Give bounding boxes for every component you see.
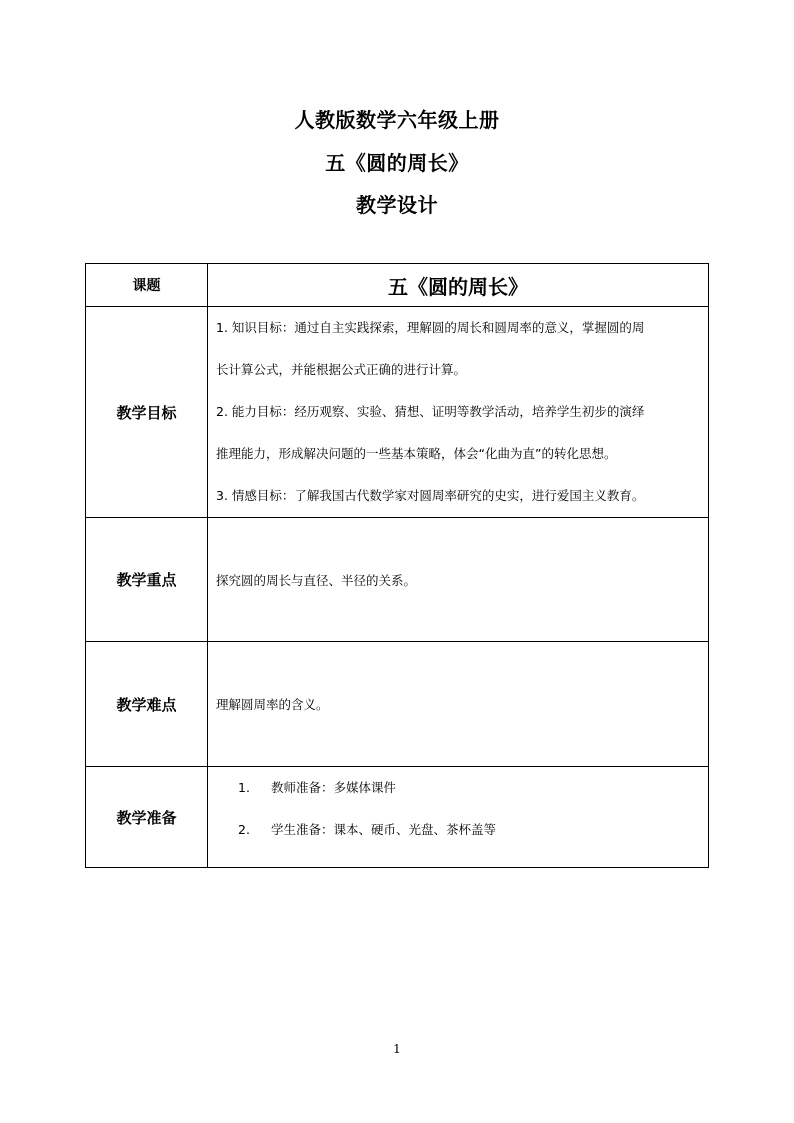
lesson-plan-table xyxy=(85,263,709,868)
key-point-text: 探究圆的周长与直径、半径的关系。 xyxy=(216,572,417,588)
difficulty-label: 教学难点 xyxy=(86,642,208,767)
preparation-label: 教学准备 xyxy=(86,767,208,868)
goal-line: 2. 能力目标：经历观察、实验、猜想、证明等教学活动，培养学生初步的演绎 xyxy=(216,404,645,419)
topic-value: 五《圆的周长》 xyxy=(208,264,709,307)
list-item xyxy=(208,819,708,861)
preparation-cell xyxy=(208,767,709,868)
goal-line: 推理能力，形成解决问题的一些基本策略，体会“化曲为直”的转化思想。 xyxy=(216,446,617,461)
goal-line: 3. 情感目标：了解我国古代数学家对圆周率研究的史实，进行爱国主义教育。 xyxy=(216,488,645,503)
list-number: 1. xyxy=(238,780,250,795)
key-point-cell xyxy=(208,518,709,642)
preparation-row xyxy=(86,767,709,868)
lesson-title: 五《圆的周长》 xyxy=(325,151,469,175)
goals-row xyxy=(86,307,709,518)
goal-line: 长计算公式，并能根据公式正确的进行计算。 xyxy=(216,362,467,377)
topic-label: 课题 xyxy=(86,264,208,307)
goals-cell xyxy=(208,307,709,518)
goal-line: 1. 知识目标：通过自主实践探索，理解圆的周长和圆周率的意义，掌握圆的周 xyxy=(216,320,645,335)
topic-row xyxy=(86,264,709,307)
page-number: 1 xyxy=(393,1042,401,1056)
goals-label: 教学目标 xyxy=(86,307,208,518)
list-number: 2. xyxy=(238,822,250,837)
document-title: 人教版数学六年级上册 xyxy=(294,108,500,132)
difficulty-cell xyxy=(208,642,709,767)
key-point-label: 教学重点 xyxy=(86,518,208,642)
list-text: 教师准备：多媒体课件 xyxy=(271,780,397,795)
list-text: 学生准备：课本、硬币、光盘、茶杯盖等 xyxy=(271,822,497,837)
list-item xyxy=(208,777,708,819)
document-subtitle: 教学设计 xyxy=(356,193,438,217)
difficulty-text: 理解圆周率的含义。 xyxy=(216,697,329,712)
key-point-row xyxy=(86,518,709,642)
difficulty-row xyxy=(86,642,709,767)
